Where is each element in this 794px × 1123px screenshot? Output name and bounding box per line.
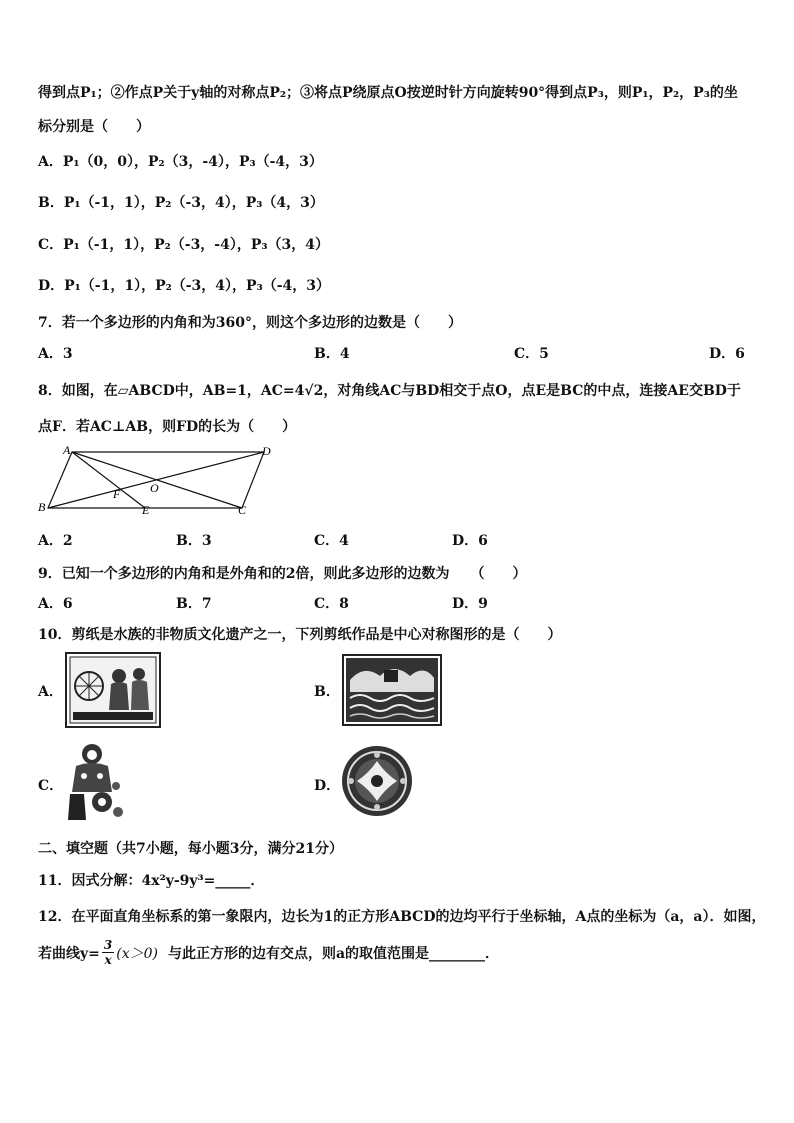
q6-option-a: A．P₁（0，0），P₂（3，-4），P₃（-4，3） <box>38 154 323 170</box>
q12-stem-line2 <box>38 938 499 967</box>
q8-stem-line1: 8．如图，在▱ABCD中，AB=1，AC=4√2，对角线AC与BD相交于点O，点E是BC的中点，连接AE交BD于 <box>38 383 741 399</box>
q6-stem-line1: 得到点P₁；②作点P关于y轴的对称点P₂；③将点P绕原点O按逆时针方向旋转90°得到点P₃，则P₁，P₂，P₃的坐 <box>38 85 738 101</box>
label-f: F <box>113 487 121 501</box>
q7-option-c: C．5 <box>514 346 549 362</box>
q12-stem-prefix: 若曲线y= <box>38 945 100 962</box>
fraction-denominator: x <box>104 953 112 967</box>
fraction <box>102 938 114 967</box>
q8-option-d: D．6 <box>452 533 488 549</box>
q10-option-d-label: D． <box>314 778 341 794</box>
papercut-image-b <box>342 654 442 726</box>
parallelogram-figure <box>36 442 286 520</box>
label-b: B <box>38 500 46 514</box>
label-o: O <box>150 481 159 495</box>
section-title: 二、填空题（共7小题，每小题3分，满分21分） <box>38 841 343 857</box>
papercut-image-d <box>340 744 414 818</box>
q9-option-d: D．9 <box>452 596 488 612</box>
q7-option-b: B．4 <box>314 346 350 362</box>
q8-option-c: C．4 <box>314 533 349 549</box>
q6-stem-line2: 标分别是（ ） <box>38 119 150 135</box>
label-d: D <box>262 444 271 458</box>
q8-option-a: A．2 <box>38 533 73 549</box>
label-c: C <box>238 503 247 517</box>
q10-option-a-label: A． <box>38 684 63 700</box>
q11-stem: 11．因式分解：4x²y-9y³=_____． <box>38 873 265 889</box>
q6-option-b: B．P₁（-1，1），P₂（-3，4），P₃（4，3） <box>38 195 324 211</box>
q12-stem-suffix: 与此正方形的边有交点，则a的取值范围是________． <box>167 945 500 962</box>
q9-option-b: B．7 <box>176 596 212 612</box>
q8-stem-line2: 点F．若AC⊥AB，则FD的长为（ ） <box>38 419 297 435</box>
q7-stem: 7．若一个多边形的内角和为360°，则这个多边形的边数是（ ） <box>38 315 462 331</box>
q12-condition: (x＞0) <box>116 945 158 962</box>
q9-option-c: C．8 <box>314 596 349 612</box>
q9-option-a: A．6 <box>38 596 73 612</box>
label-a: A <box>63 443 71 457</box>
q10-stem: 10．剪纸是水族的非物质文化遗产之一，下列剪纸作品是中心对称图形的是（ ） <box>38 627 562 643</box>
papercut-image-c <box>62 742 126 822</box>
papercut-image-a <box>65 652 161 728</box>
q8-option-b: B．3 <box>176 533 212 549</box>
q6-option-d: D．P₁（-1，1），P₂（-3，4），P₃（-4，3） <box>38 278 330 294</box>
q10-option-b-label: B． <box>314 684 340 700</box>
q7-option-a: A．3 <box>38 346 73 362</box>
q9-stem: 9．已知一个多边形的内角和是外角和的2倍，则此多边形的边数为 （ ） <box>38 566 527 582</box>
label-e: E <box>142 503 150 517</box>
q10-option-c-label: C． <box>38 778 64 794</box>
q6-option-c: C．P₁（-1，1），P₂（-3，-4），P₃（3，4） <box>38 237 329 253</box>
fraction-numerator: 3 <box>103 938 113 952</box>
q7-option-d: D．6 <box>709 346 745 362</box>
q12-stem-line1: 12．在平面直角坐标系的第一象限内，边长为1的正方形ABCD的边均平行于坐标轴，A点的坐标为（a，a）．如图， <box>38 909 766 925</box>
